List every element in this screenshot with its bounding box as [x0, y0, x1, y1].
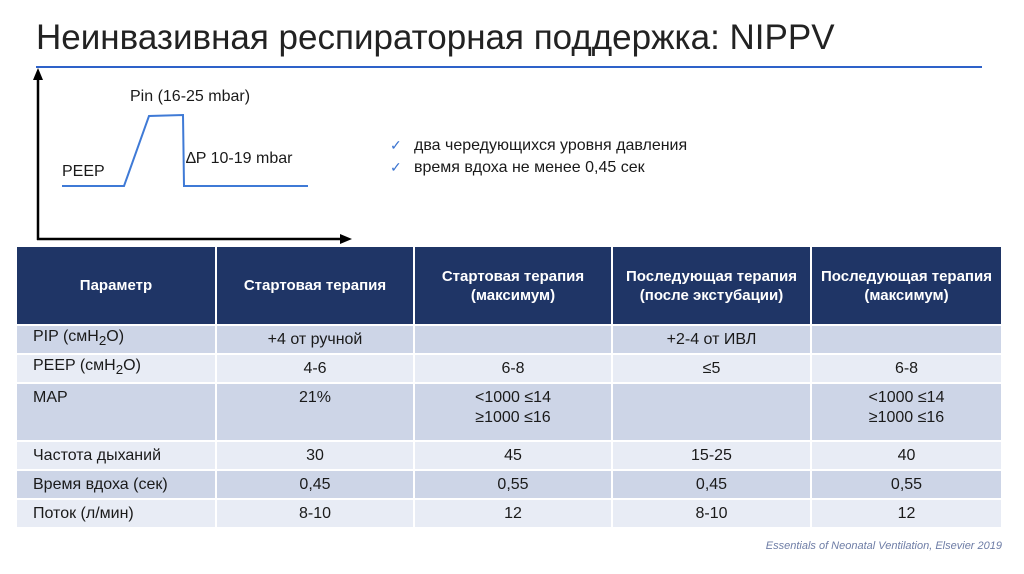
peep-label: PEEP	[62, 163, 105, 180]
table-row	[17, 441, 1001, 470]
delta-p-label: ∆P 10-19 mbar	[186, 150, 293, 167]
table-cell	[811, 325, 1001, 354]
table-cell: 0,55	[811, 470, 1001, 499]
x-axis-arrow	[340, 234, 352, 244]
header-followup-therapy: Последующая терапия (после экстубации)	[612, 247, 811, 325]
y-axis-arrow	[33, 68, 43, 80]
table-cell: 6-8	[811, 354, 1001, 383]
param-cell: MAP	[17, 383, 216, 441]
table-cell: +4 от ручной	[216, 325, 414, 354]
table-cell: 45	[414, 441, 612, 470]
table-cell	[612, 383, 811, 441]
table-cell: 4-6	[216, 354, 414, 383]
param-cell: Время вдоха (сек)	[17, 470, 216, 499]
param-cell: Частота дыханий	[17, 441, 216, 470]
page-title: Неинвазивная респираторная поддержка: NIPPV	[36, 18, 835, 57]
table-cell: 8-10	[612, 499, 811, 527]
nippv-parameters-table	[17, 247, 1001, 527]
header-start-therapy: Стартовая терапия	[216, 247, 414, 325]
table-cell: 0,45	[216, 470, 414, 499]
feature-item: ✓ два чередующихся уровня давления	[390, 134, 687, 156]
header-start-therapy-max: Стартовая терапия (максимум)	[414, 247, 612, 325]
pin-label: Pin (16-25 mbar)	[130, 88, 251, 105]
table-row	[17, 383, 1001, 441]
table-cell: 0,45	[612, 470, 811, 499]
table-cell: 12	[811, 499, 1001, 527]
param-cell: PEEP (смH$_2$O)	[17, 354, 216, 383]
param-cell: PIP (смH$_2$O)	[17, 325, 216, 354]
table-row	[17, 354, 1001, 383]
table-row	[17, 499, 1001, 527]
table-cell: 6-8	[414, 354, 612, 383]
table-row	[17, 470, 1001, 499]
checkmark-icon: ✓	[390, 159, 402, 175]
param-cell: Поток (л/мин)	[17, 499, 216, 527]
table-row	[17, 325, 1001, 354]
table-cell: +2-4 от ИВЛ	[612, 325, 811, 354]
table-cell: <1000 ≤14 ≥1000 ≤16	[811, 383, 1001, 441]
feature-list	[390, 134, 687, 178]
table-cell	[414, 325, 612, 354]
table-cell: 8-10	[216, 499, 414, 527]
table-cell: ≤5	[612, 354, 811, 383]
checkmark-icon: ✓	[390, 137, 402, 153]
table-cell: 40	[811, 441, 1001, 470]
table-cell: 21%	[216, 383, 414, 441]
table-cell: 15-25	[612, 441, 811, 470]
header-followup-therapy-max: Последующая терапия (максимум)	[811, 247, 1001, 325]
pressure-waveform-diagram	[0, 0, 360, 250]
table-cell: 12	[414, 499, 612, 527]
table-cell: 30	[216, 441, 414, 470]
table-cell: <1000 ≤14 ≥1000 ≤16	[414, 383, 612, 441]
table-cell: 0,55	[414, 470, 612, 499]
source-credit: Essentials of Neonatal Ventilation, Elsevier 2019	[765, 540, 1002, 552]
feature-item: ✓ время вдоха не менее 0,45 сек	[390, 156, 687, 178]
table-header-row	[17, 247, 1001, 325]
header-parameter: Параметр	[17, 247, 216, 325]
